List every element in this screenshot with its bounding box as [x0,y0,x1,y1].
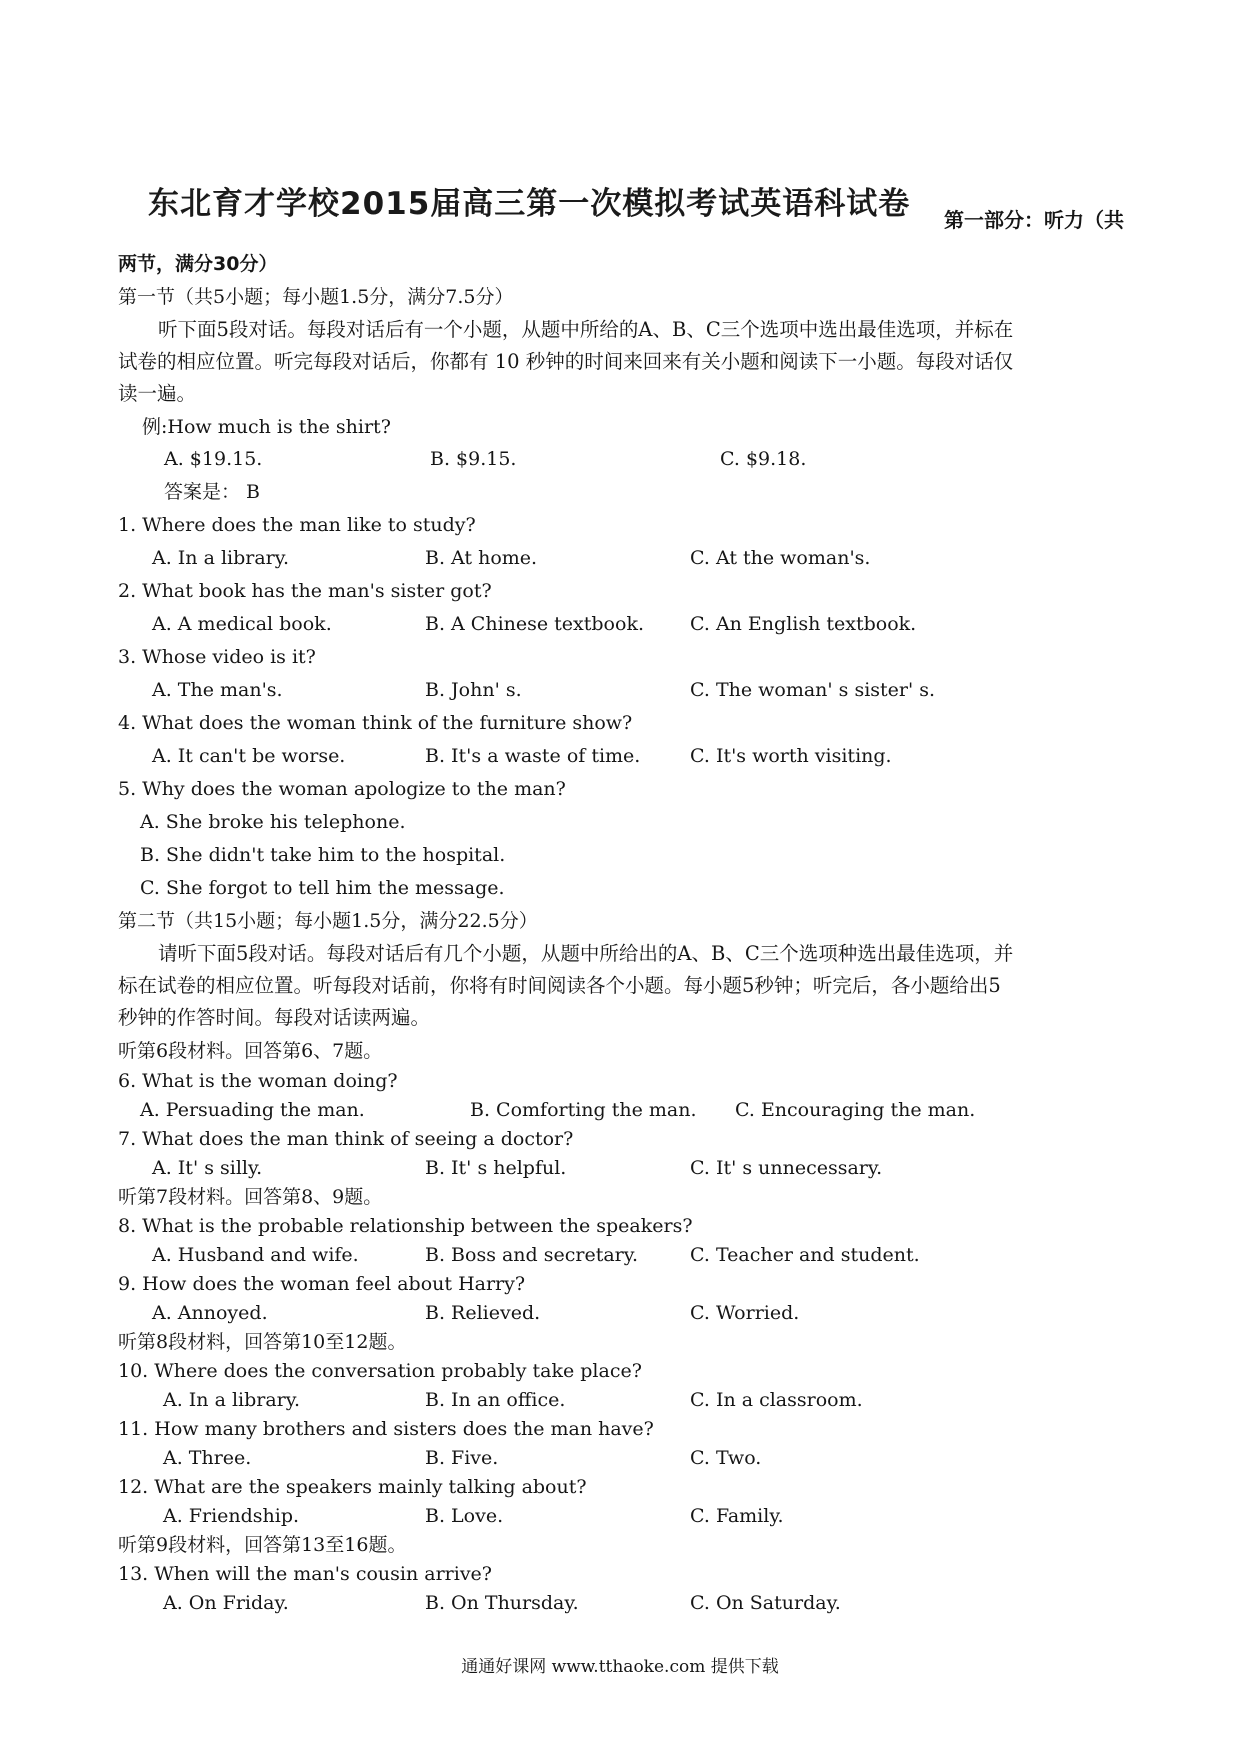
question-10: 10. Where does the conversation probably take place? [118,1360,642,1382]
instruction-line: 标在试卷的相应位置。听每段对话前，你将有时间阅读各个小题。每小题5秒钟；听完后，各小题给出5 [118,974,1001,997]
q3-option-b: B. John' s. [425,679,522,701]
q5-option-c: C. She forgot to tell him the message. [140,877,505,899]
question-8: 8. What is the probable relationship between the speakers? [118,1215,693,1237]
page-footer: 通通好课网 www.tthaoke.com 提供下载 [461,1657,779,1677]
q8-option-c: C. Teacher and student. [690,1244,920,1266]
q10-option-c: C. In a classroom. [690,1389,863,1411]
q9-option-b: B. Relieved. [425,1302,541,1324]
q5-option-b: B. She didn't take him to the hospital. [140,844,506,866]
material-7-heading: 听第7段材料。回答第8、9题。 [118,1186,383,1208]
question-6: 6. What is the woman doing? [118,1070,398,1092]
q1-option-b: B. At home. [425,547,538,569]
q10-option-b: B. In an office. [425,1389,566,1411]
q1-option-a: A. In a library. [152,547,290,569]
material-9-heading: 听第9段材料，回答第13至16题。 [118,1534,407,1556]
q1-option-c: C. At the woman's. [690,547,871,569]
q4-option-c: C. It's worth visiting. [690,745,892,767]
q3-option-c: C. The woman' s sister' s. [690,679,936,701]
q4-option-b: B. It's a waste of time. [425,745,641,767]
section1-instructions [118,314,1130,410]
example-question: 例:How much is the shirt? [142,416,391,438]
instruction-line: 读一遍。 [118,382,197,405]
material-6-heading: 听第6段材料。回答第6、7题。 [118,1040,383,1062]
example-answer: 答案是： B [164,481,261,503]
instruction-line: 请听下面5段对话。每段对话后有几个小题，从题中所给出的A、B、C三个选项种选出最佳选项，并 [158,942,1014,965]
q5-option-a: A. She broke his telephone. [140,811,406,833]
question-5: 5. Why does the woman apologize to the man? [118,778,566,800]
example-option-c: C. $9.18. [720,448,807,470]
question-2: 2. What book has the man's sister got? [118,580,492,602]
instruction-line: 秒钟的作答时间。每段对话读两遍。 [118,1006,431,1029]
question-4: 4. What does the woman think of the furniture show? [118,712,633,734]
q10-option-a: A. In a library. [163,1389,301,1411]
q4-option-a: A. It can't be worse. [152,745,346,767]
q6-option-a: A. Persuading the man. [140,1099,365,1121]
section2-heading: 第二节（共15小题；每小题1.5分，满分22.5分） [118,910,538,932]
example-option-b: B. $9.15. [430,448,517,470]
q11-option-c: C. Two. [690,1447,762,1469]
exam-title: 东北育才学校2015届高三第一次模拟考试英语科试卷 [148,186,911,222]
question-1: 1. Where does the man like to study? [118,514,476,536]
question-3: 3. Whose video is it? [118,646,316,668]
q8-option-a: A. Husband and wife. [152,1244,359,1266]
q2-option-c: C. An English textbook. [690,613,917,635]
instruction-line: 听下面5段对话。每段对话后有一个小题，从题中所给的A、B、C三个选项中选出最佳选项，并标在 [158,318,1014,341]
q13-option-c: C. On Saturday. [690,1592,841,1614]
q2-option-a: A. A medical book. [152,613,332,635]
q12-option-b: B. Love. [425,1505,504,1527]
q6-option-b: B. Comforting the man. [470,1099,697,1121]
q12-option-a: A. Friendship. [163,1505,300,1527]
question-11: 11. How many brothers and sisters does the man have? [118,1418,654,1440]
question-12: 12. What are the speakers mainly talking about? [118,1476,587,1498]
q9-option-c: C. Worried. [690,1302,800,1324]
question-13: 13. When will the man's cousin arrive? [118,1563,492,1585]
q2-option-b: B. A Chinese textbook. [425,613,644,635]
section2-instructions [118,938,1130,1034]
part-title-cont: 两节，满分30分） [118,253,278,275]
q11-option-a: A. Three. [163,1447,252,1469]
q7-option-c: C. It' s unnecessary. [690,1157,883,1179]
q3-option-a: A. The man's. [152,679,283,701]
q6-option-c: C. Encouraging the man. [735,1099,976,1121]
question-9: 9. How does the woman feel about Harry? [118,1273,526,1295]
instruction-line: 试卷的相应位置。听完每段对话后，你都有 10 秒钟的时间来回来有关小题和阅读下一小题。每段对话仅 [118,350,1014,373]
q7-option-a: A. It' s silly. [152,1157,263,1179]
material-8-heading: 听第8段材料，回答第10至12题。 [118,1331,407,1353]
q9-option-a: A. Annoyed. [152,1302,268,1324]
part-title: 第一部分：听力（共 [944,208,1124,232]
section1-heading: 第一节（共5小题；每小题1.5分，满分7.5分） [118,286,514,308]
q11-option-b: B. Five. [425,1447,499,1469]
q12-option-c: C. Family. [690,1505,784,1527]
question-7: 7. What does the man think of seeing a doctor? [118,1128,574,1150]
q13-option-a: A. On Friday. [163,1592,289,1614]
example-option-a: A. $19.15. [164,448,263,470]
q13-option-b: B. On Thursday. [425,1592,579,1614]
q8-option-b: B. Boss and secretary. [425,1244,639,1266]
q7-option-b: B. It' s helpful. [425,1157,567,1179]
